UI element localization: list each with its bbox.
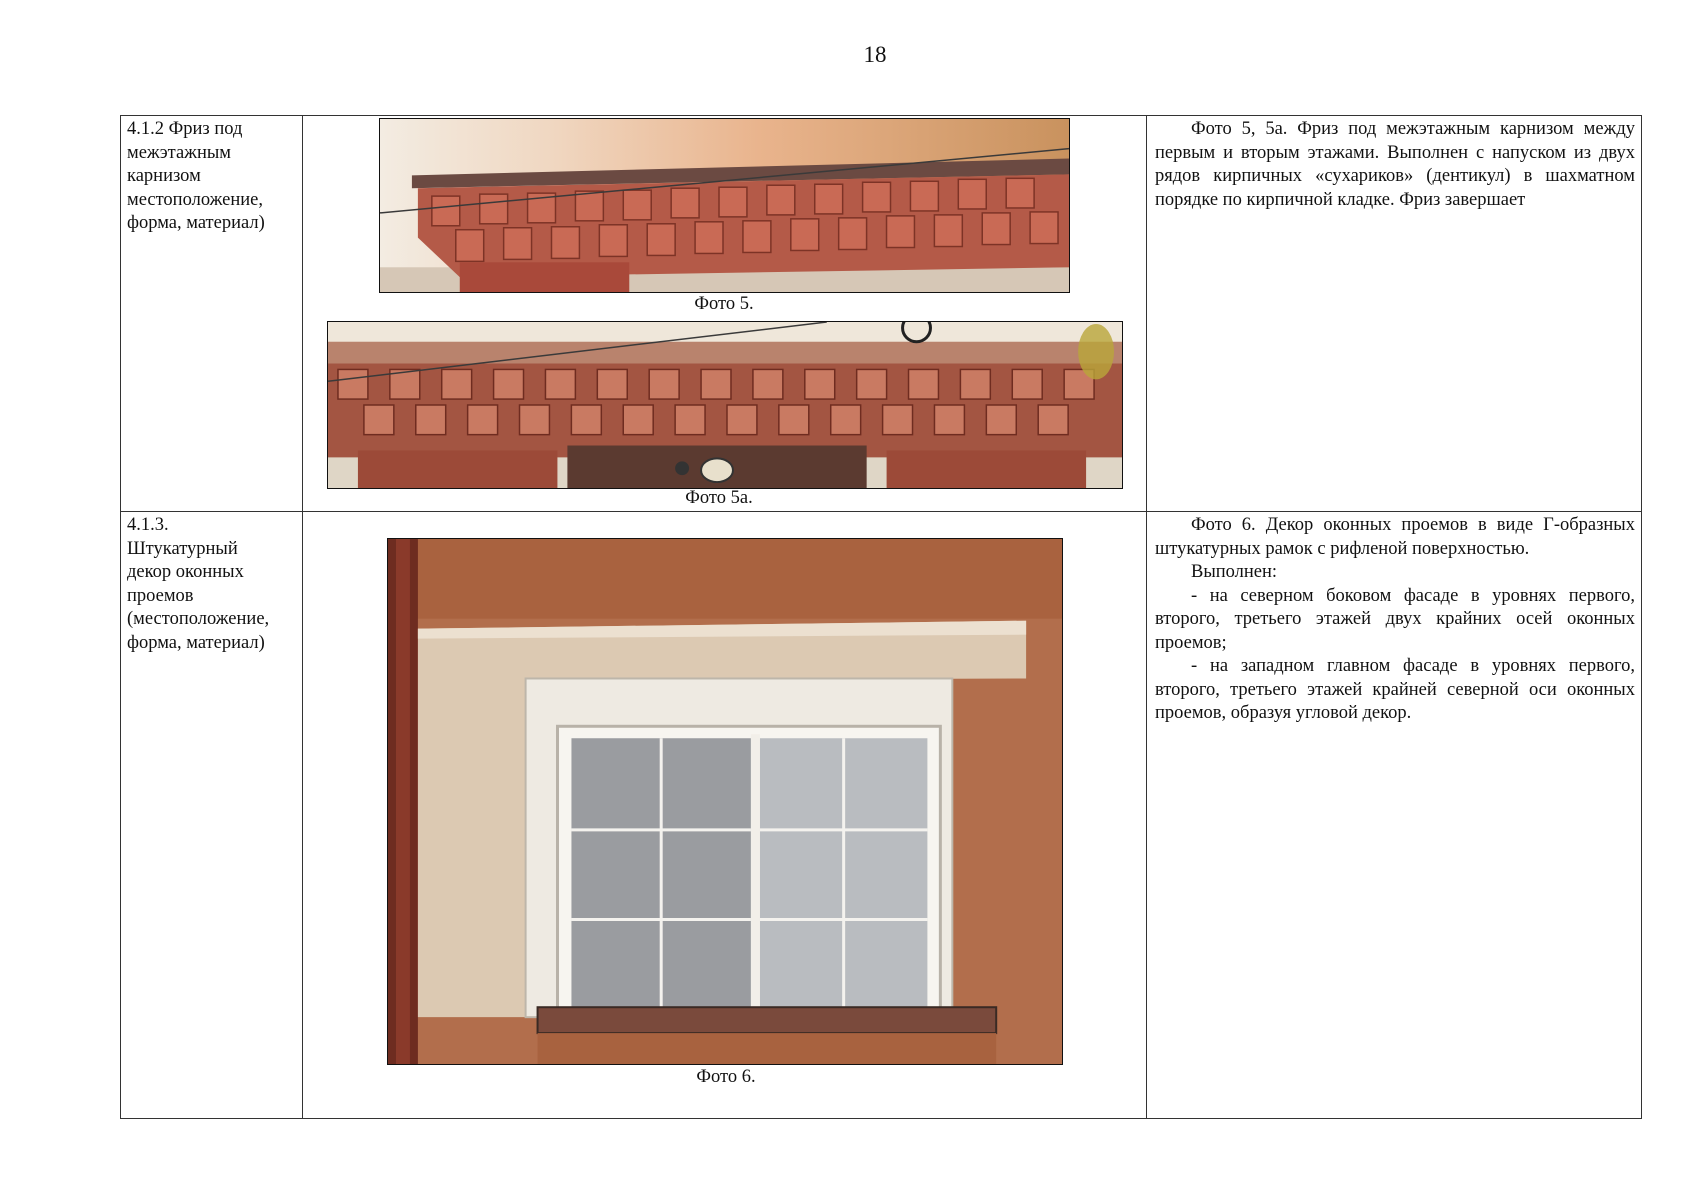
photo-caption: Фото 6. — [696, 1067, 756, 1087]
label-line: (местоположение, — [127, 609, 270, 629]
label-line: форма, материал) — [127, 213, 265, 233]
description-paragraph: - на северном боковом фасаде в уровнях первого, второго, третьего этажей двух крайних осей оконных проемов; — [1155, 585, 1635, 653]
row-label-frieze — [127, 118, 299, 236]
label-line: проемов — [127, 585, 194, 606]
row-divider — [121, 511, 1641, 512]
description-paragraph: Фото 6. Декор оконных проемов в виде Г-образных штукатурных рамок с рифленой поверхностью. — [1155, 515, 1635, 559]
label-line: карнизом — [127, 166, 201, 186]
description-paragraph: - на западном главном фасаде в уровнях первого, второго, третьего этажей крайней северной оси оконных проемов, образуя угловой декор. — [1155, 656, 1635, 723]
description-paragraph: Выполнен: — [1191, 562, 1278, 582]
row-label-window-decor — [127, 514, 299, 655]
label-line: межэтажным — [127, 142, 231, 163]
label-line: Штукатурный — [127, 538, 238, 559]
column-divider — [1146, 116, 1147, 1118]
photo-caption: Фото 5а. — [685, 488, 753, 508]
description-frieze — [1155, 118, 1635, 212]
label-line: 4.1.2 Фриз под — [127, 119, 243, 139]
window-plaster-frame-photo — [387, 538, 1063, 1065]
photo-5-image — [380, 119, 1069, 292]
description-window-decor — [1155, 514, 1635, 726]
label-line: декор оконных — [127, 562, 244, 582]
page-number: 18 — [863, 42, 887, 67]
description-paragraph: Фото 5, 5а. Фриз под межэтажным карнизом между первым и вторым этажами. Выполнен с напуском из двух рядов кирпичных «сухариков» (дентикул) в шахматном порядке по кирпичной кладке. Фриз завершает — [1155, 119, 1635, 210]
brick-frieze-photo — [379, 118, 1070, 293]
photo-6-image — [388, 539, 1062, 1064]
label-line: местоположение, — [127, 189, 263, 210]
label-line: 4.1.3. — [127, 515, 169, 535]
photo-caption: Фото 5. — [694, 294, 754, 314]
document-table — [120, 115, 1642, 1119]
photo-5a-image — [328, 322, 1122, 488]
column-divider — [302, 116, 303, 1118]
brick-frieze-photo-lamp — [327, 321, 1123, 489]
label-line: форма, материал) — [127, 632, 265, 653]
